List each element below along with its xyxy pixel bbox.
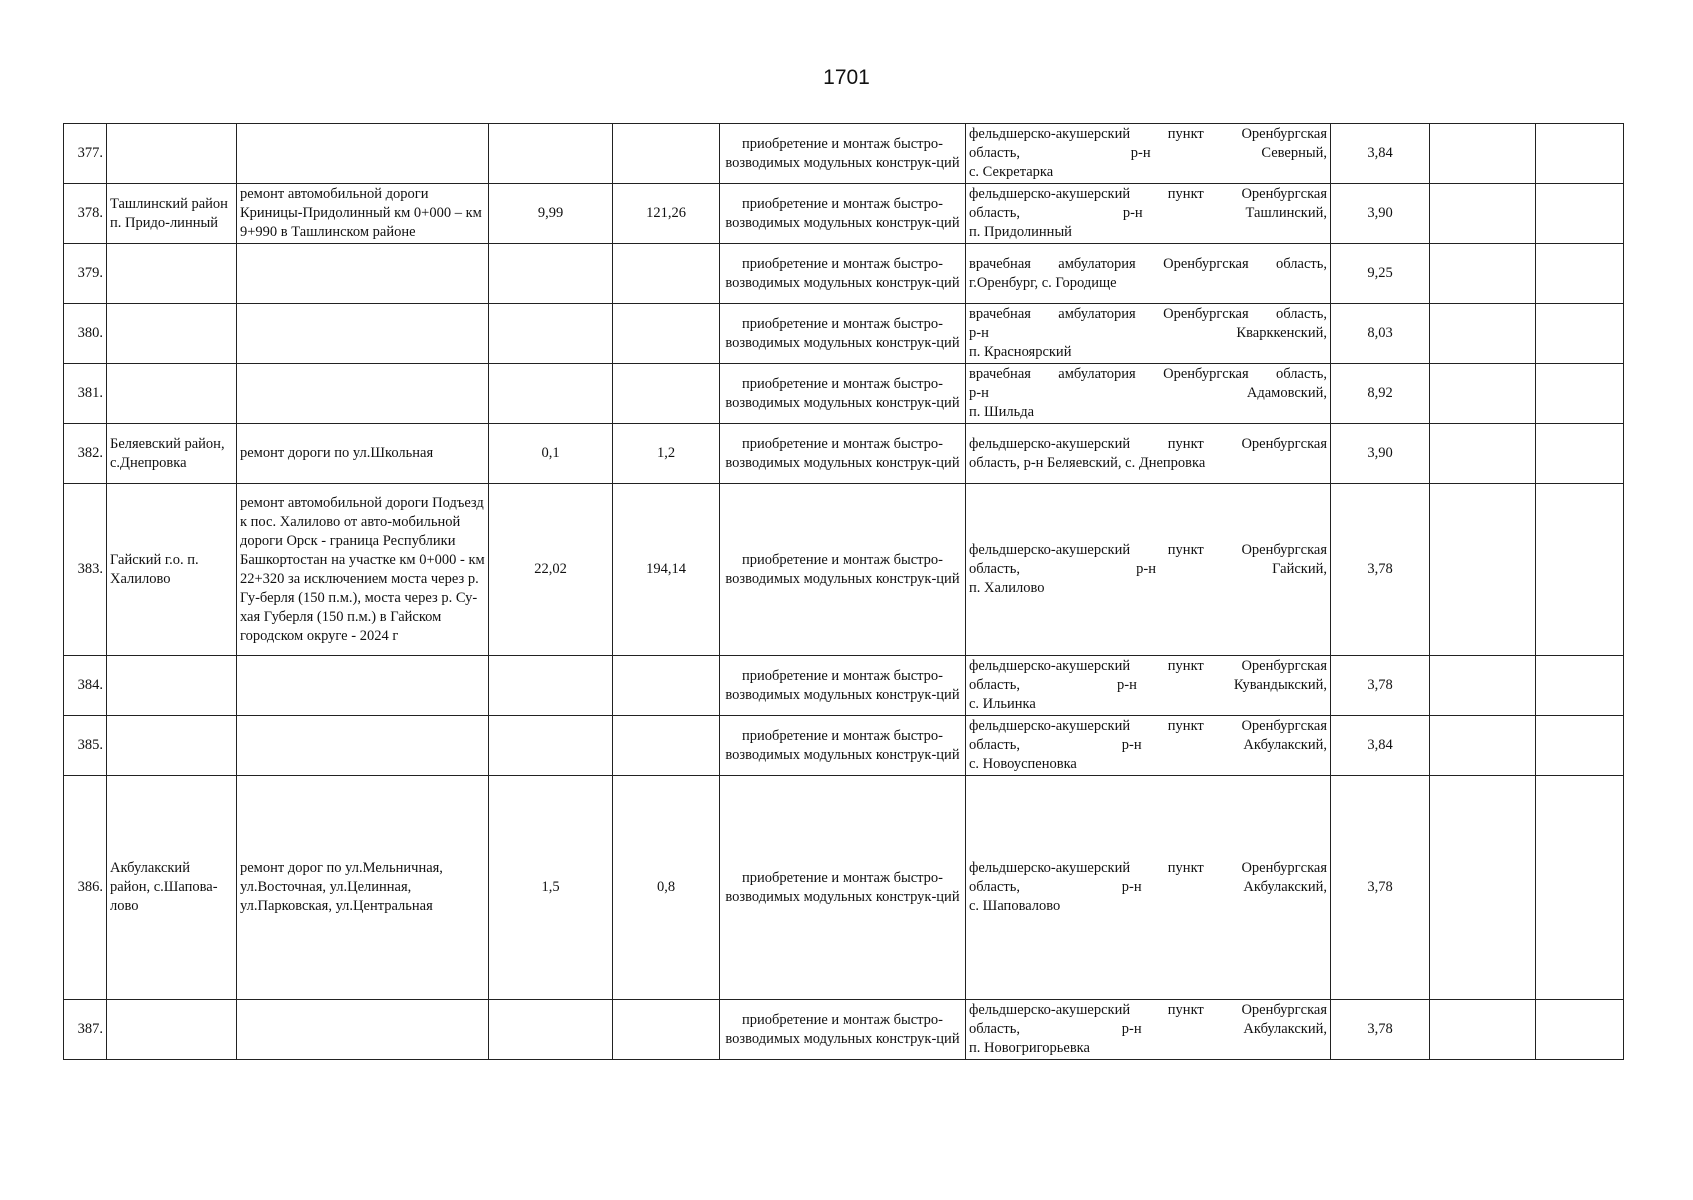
table-row: [64, 424, 1624, 484]
empty-cell: [1430, 656, 1536, 716]
row-number-cell: 387.: [64, 1000, 107, 1060]
settlement-cell: [107, 364, 237, 424]
road-work-cell: [237, 124, 489, 184]
row-number-cell: 384.: [64, 656, 107, 716]
table-row: [64, 364, 1624, 424]
facility-line: врачебная амбулатория Оренбургская область,: [969, 306, 1327, 322]
facility-cell: [966, 304, 1331, 364]
settlement-cell: [107, 1000, 237, 1060]
work-type-cell: приобретение и монтаж быстро-возводимых модульных конструк-ций: [720, 716, 966, 776]
register-table: [63, 123, 1624, 1060]
road-work-cell: [237, 716, 489, 776]
table-row: [64, 484, 1624, 656]
facility-line: с. Секретарка: [969, 164, 1054, 180]
cost-cell: 121,26: [613, 184, 720, 244]
facility-line: область, р-н Гайский,: [969, 561, 1327, 577]
value-cell: 8,92: [1331, 364, 1430, 424]
empty-cell: [1536, 656, 1624, 716]
work-type-cell: приобретение и монтаж быстро-возводимых модульных конструк-ций: [720, 484, 966, 656]
facility-line: р-н Адамовский,: [969, 385, 1327, 401]
facility-cell: [966, 184, 1331, 244]
settlement-cell: [107, 716, 237, 776]
facility-line: область, р-н Северный,: [969, 145, 1327, 161]
facility-line: фельдшерско-акушерский пункт Оренбургская: [969, 658, 1327, 674]
facility-line: фельдшерско-акушерский пункт Оренбургская: [969, 435, 1327, 452]
settlement-cell: [107, 124, 237, 184]
value-cell: 3,84: [1331, 124, 1430, 184]
length-cell: 22,02: [489, 484, 613, 656]
facility-line: с. Ильинка: [969, 696, 1036, 712]
road-work-cell: [237, 1000, 489, 1060]
facility-line: область, р-н Акбулакский,: [969, 1021, 1327, 1037]
road-work-cell: ремонт дорог по ул.Мельничная, ул.Восточная, ул.Целинная, ул.Парковская, ул.Центральная: [237, 776, 489, 1000]
work-type-cell: приобретение и монтаж быстро-возводимых модульных конструк-ций: [720, 1000, 966, 1060]
facility-line: р-н Кварккенский,: [969, 325, 1327, 341]
table-row: [64, 304, 1624, 364]
settlement-cell: Гайский г.о. п. Халилово: [107, 484, 237, 656]
table-row: [64, 716, 1624, 776]
facility-line: п. Шильда: [969, 404, 1035, 420]
empty-cell: [1430, 424, 1536, 484]
facility-cell: [966, 776, 1331, 1000]
settlement-cell: [107, 304, 237, 364]
road-work-cell: [237, 304, 489, 364]
road-work-cell: ремонт автомобильной дороги Подъезд к пос. Халилово от авто-мобильной дороги Орск - граница Республики Башкортостан на участке км 0+000 - км 22+320 за исключением моста через р. Гу-берля (150 п.м.), моста через р. Су-хая Губерля (150 п.м.) в Гайском городском округе - 2024 г: [237, 484, 489, 656]
row-number-cell: 386.: [64, 776, 107, 1000]
facility-line: фельдшерско-акушерский пункт Оренбургская: [969, 542, 1327, 558]
value-cell: 3,78: [1331, 1000, 1430, 1060]
cost-cell: [613, 656, 720, 716]
road-work-cell: [237, 656, 489, 716]
work-type-cell: приобретение и монтаж быстро-возводимых модульных конструк-ций: [720, 304, 966, 364]
length-cell: [489, 1000, 613, 1060]
length-cell: 0,1: [489, 424, 613, 484]
facility-line: п. Придолинный: [969, 224, 1072, 240]
length-cell: [489, 716, 613, 776]
empty-cell: [1430, 244, 1536, 304]
facility-line: врачебная амбулатория Оренбургская область,: [969, 366, 1327, 382]
facility-cell: [966, 1000, 1331, 1060]
table-row: [64, 184, 1624, 244]
work-type-cell: приобретение и монтаж быстро-возводимых модульных конструк-ций: [720, 184, 966, 244]
facility-line: с. Шаповалово: [969, 898, 1061, 914]
facility-cell: [966, 124, 1331, 184]
facility-cell: [966, 364, 1331, 424]
length-cell: [489, 244, 613, 304]
value-cell: 9,25: [1331, 244, 1430, 304]
empty-cell: [1536, 484, 1624, 656]
facility-line: фельдшерско-акушерский пункт Оренбургская: [969, 126, 1327, 142]
road-work-cell: ремонт автомобильной дороги Криницы-Придолинный км 0+000 – км 9+990 в Ташлинском районе: [237, 184, 489, 244]
facility-line: область, р-н Акбулакский,: [969, 879, 1327, 895]
empty-cell: [1536, 364, 1624, 424]
empty-cell: [1536, 244, 1624, 304]
work-type-cell: приобретение и монтаж быстро-возводимых модульных конструк-ций: [720, 244, 966, 304]
value-cell: 3,78: [1331, 484, 1430, 656]
empty-cell: [1536, 424, 1624, 484]
value-cell: 3,90: [1331, 184, 1430, 244]
empty-cell: [1536, 716, 1624, 776]
length-cell: [489, 364, 613, 424]
empty-cell: [1536, 1000, 1624, 1060]
length-cell: [489, 124, 613, 184]
facility-cell: [966, 716, 1331, 776]
cost-cell: 194,14: [613, 484, 720, 656]
row-number-cell: 378.: [64, 184, 107, 244]
table-row: [64, 776, 1624, 1000]
row-number-cell: 380.: [64, 304, 107, 364]
cost-cell: [613, 716, 720, 776]
settlement-cell: [107, 656, 237, 716]
row-number-cell: 382.: [64, 424, 107, 484]
facility-line: область, р-н Кувандыкский,: [969, 677, 1327, 693]
empty-cell: [1430, 124, 1536, 184]
facility-cell: [966, 484, 1331, 656]
facility-line: фельдшерско-акушерский пункт Оренбургская: [969, 186, 1327, 202]
facility-line: фельдшерско-акушерский пункт Оренбургская: [969, 860, 1327, 876]
road-work-cell: ремонт дороги по ул.Школьная: [237, 424, 489, 484]
facility-line: фельдшерско-акушерский пункт Оренбургская: [969, 1002, 1327, 1018]
length-cell: [489, 304, 613, 364]
page-number: 1701: [823, 66, 870, 89]
length-cell: [489, 656, 613, 716]
table-row: [64, 124, 1624, 184]
row-number-cell: 379.: [64, 244, 107, 304]
empty-cell: [1536, 776, 1624, 1000]
empty-cell: [1430, 364, 1536, 424]
empty-cell: [1430, 716, 1536, 776]
value-cell: 3,78: [1331, 776, 1430, 1000]
facility-line: п. Халилово: [969, 580, 1045, 596]
table-row: [64, 656, 1624, 716]
value-cell: 3,84: [1331, 716, 1430, 776]
work-type-cell: приобретение и монтаж быстро-возводимых модульных конструк-ций: [720, 424, 966, 484]
facility-line: фельдшерско-акушерский пункт Оренбургская: [969, 718, 1327, 734]
work-type-cell: приобретение и монтаж быстро-возводимых модульных конструк-ций: [720, 364, 966, 424]
settlement-cell: Беляевский район, с.Днепровка: [107, 424, 237, 484]
facility-cell: [966, 244, 1331, 304]
settlement-cell: [107, 244, 237, 304]
facility-cell: [966, 656, 1331, 716]
empty-cell: [1430, 304, 1536, 364]
work-type-cell: приобретение и монтаж быстро-возводимых модульных конструк-ций: [720, 124, 966, 184]
table-row: [64, 244, 1624, 304]
facility-line: область, р-н Акбулакский,: [969, 737, 1327, 753]
empty-cell: [1536, 184, 1624, 244]
empty-cell: [1430, 1000, 1536, 1060]
facility-line: п. Новогригорьевка: [969, 1040, 1090, 1056]
length-cell: 9,99: [489, 184, 613, 244]
row-number-cell: 377.: [64, 124, 107, 184]
table-row: [64, 1000, 1624, 1060]
value-cell: 3,90: [1331, 424, 1430, 484]
facility-line: область, р-н Ташлинский,: [969, 205, 1327, 221]
settlement-cell: Акбулакский район, с.Шапова-лово: [107, 776, 237, 1000]
value-cell: 8,03: [1331, 304, 1430, 364]
facility-line: г.Оренбург, с. Городище: [969, 274, 1117, 291]
road-work-cell: [237, 364, 489, 424]
value-cell: 3,78: [1331, 656, 1430, 716]
length-cell: 1,5: [489, 776, 613, 1000]
cost-cell: [613, 124, 720, 184]
work-type-cell: приобретение и монтаж быстро-возводимых модульных конструк-ций: [720, 656, 966, 716]
row-number-cell: 385.: [64, 716, 107, 776]
facility-line: область, р-н Беляевский, с. Днепровка: [969, 454, 1206, 471]
work-type-cell: приобретение и монтаж быстро-возводимых модульных конструк-ций: [720, 776, 966, 1000]
facility-line: п. Красноярский: [969, 344, 1072, 360]
row-number-cell: 383.: [64, 484, 107, 656]
road-work-cell: [237, 244, 489, 304]
settlement-cell: Ташлинский район п. Придо-линный: [107, 184, 237, 244]
facility-line: врачебная амбулатория Оренбургская область,: [969, 255, 1327, 272]
cost-cell: [613, 364, 720, 424]
empty-cell: [1536, 124, 1624, 184]
cost-cell: 0,8: [613, 776, 720, 1000]
empty-cell: [1430, 484, 1536, 656]
row-number-cell: 381.: [64, 364, 107, 424]
empty-cell: [1536, 304, 1624, 364]
cost-cell: [613, 1000, 720, 1060]
empty-cell: [1430, 776, 1536, 1000]
cost-cell: [613, 244, 720, 304]
empty-cell: [1430, 184, 1536, 244]
facility-line: с. Новоуспеновка: [969, 756, 1077, 772]
cost-cell: 1,2: [613, 424, 720, 484]
cost-cell: [613, 304, 720, 364]
facility-cell: [966, 424, 1331, 484]
